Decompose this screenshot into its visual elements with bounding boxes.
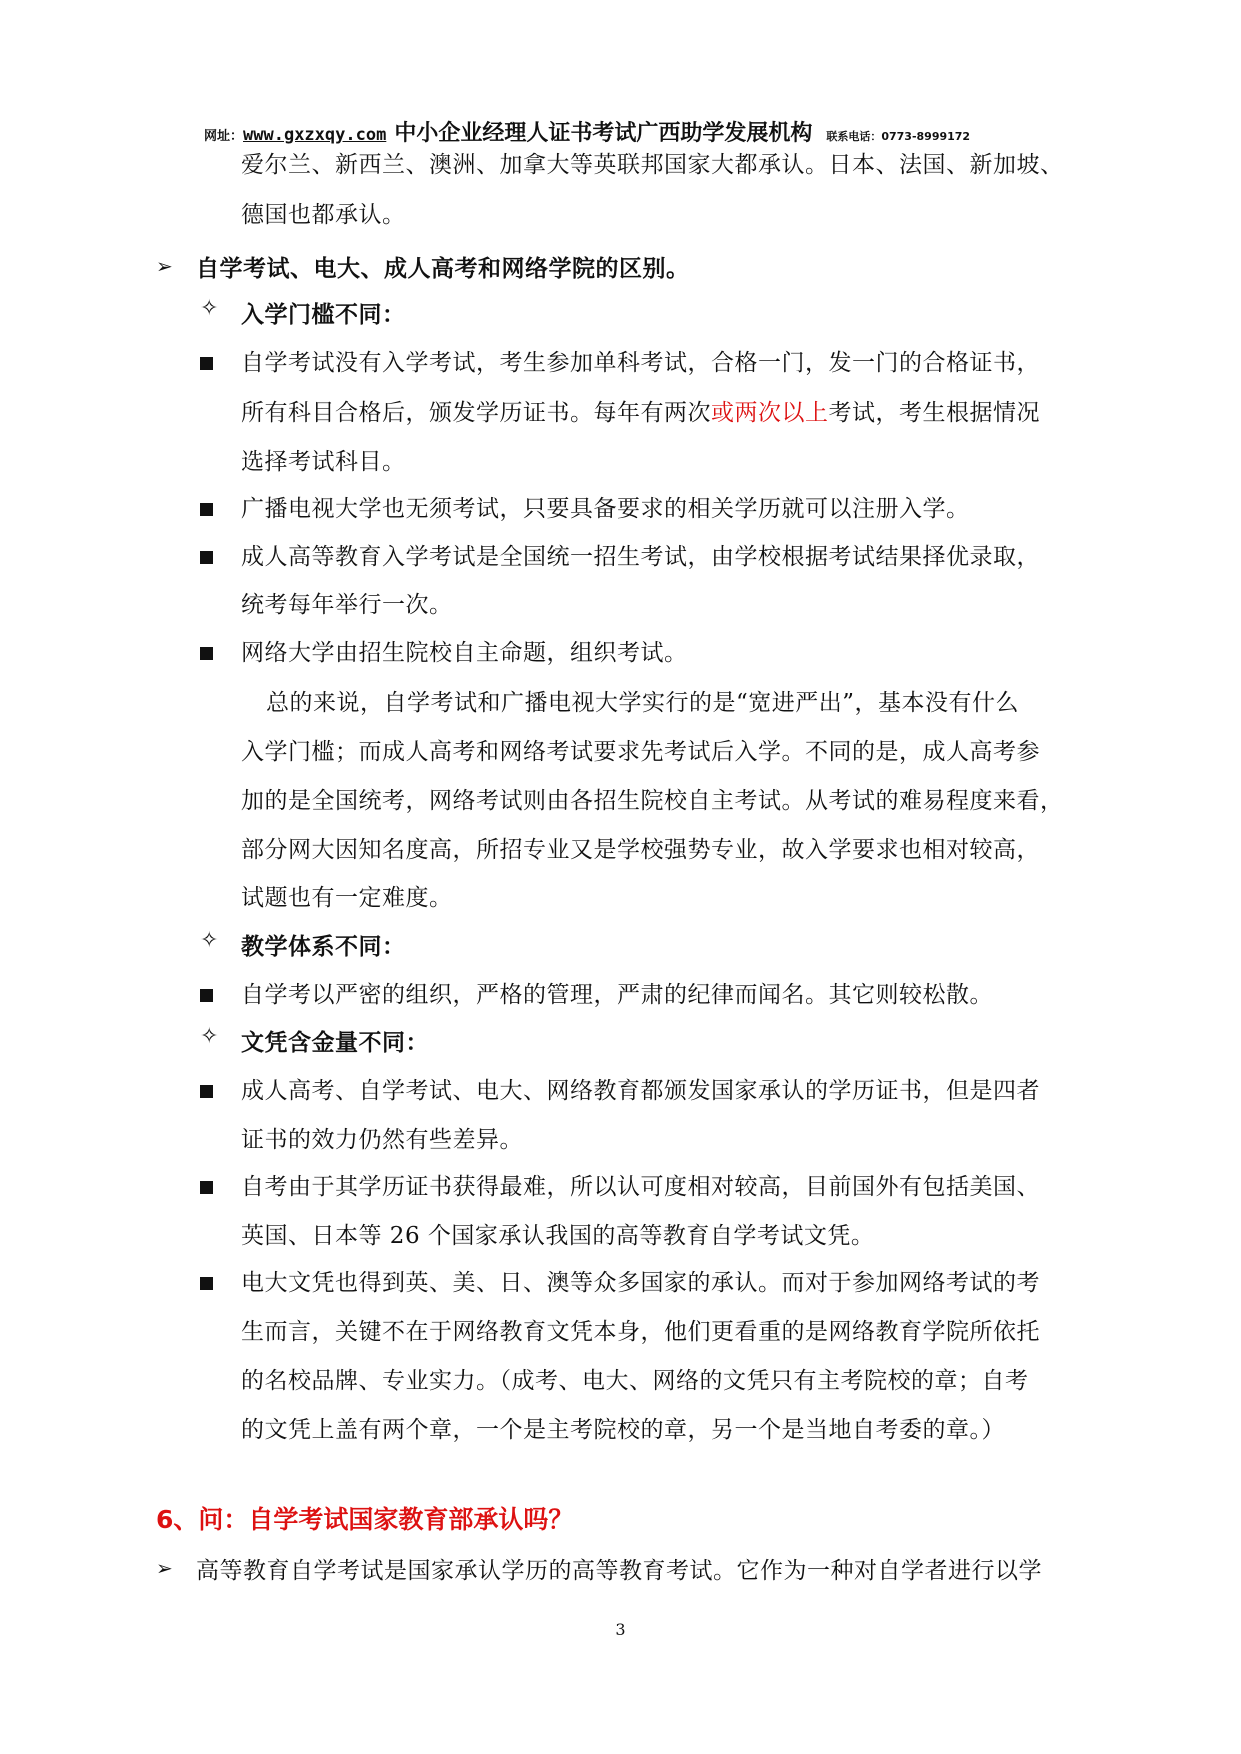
url-label: 网址： <box>204 129 244 144</box>
square-bullet-icon <box>200 503 213 516</box>
square-bullet-icon <box>200 1085 213 1098</box>
diamond-bullet-icon: ✧ <box>200 1024 219 1049</box>
list-item-line: 选择考试科目。 <box>241 449 406 475</box>
square-bullet-icon <box>200 989 213 1002</box>
page-header <box>204 116 970 147</box>
summary-line: 部分网大因知名度高，所招专业又是学校强势专业，故入学要求也相对较高， <box>241 837 1040 863</box>
summary-line: 入学门槛；而成人高考和网络考试要求先考试后入学。不同的是，成人高考参 <box>241 739 1040 765</box>
list-item-line: 广播电视大学也无须考试，只要具备要求的相关学历就可以注册入学。 <box>241 496 970 522</box>
list-item-line: 的文凭上盖有两个章，一个是主考院校的章，另一个是当地自考委的章。） <box>241 1417 1005 1443</box>
subsection-title-teaching: 教学体系不同： <box>241 933 406 960</box>
question-heading: 6、问：自学考试国家教育部承认吗？ <box>156 1505 574 1534</box>
list-item-line: 电大文凭也得到英、美、日、澳等众多国家的承认。而对于参加网络考试的考 <box>241 1270 1040 1296</box>
list-item-line: 自学考以严密的组织，严格的管理，严肃的纪律而闻名。其它则较松散。 <box>241 982 993 1008</box>
square-bullet-icon <box>200 647 213 660</box>
list-item-line: 自考由于其学历证书获得最难，所以认可度相对较高，目前国外有包括美国、 <box>241 1174 1040 1200</box>
list-item-line: 生而言，关键不在于网络教育文凭本身，他们更看重的是网络教育学院所依托 <box>241 1319 1040 1345</box>
highlighted-text: 或两次以上 <box>711 400 829 426</box>
diamond-bullet-icon: ✧ <box>200 296 219 321</box>
section-title: 自学考试、电大、成人高考和网络学院的区别。 <box>196 255 690 282</box>
list-item-line: 的名校品牌、专业实力。（成考、电大、网络的文凭只有主考院校的章；自考 <box>241 1368 1029 1394</box>
arrow-bullet-icon: ➢ <box>156 254 173 278</box>
page-number: 3 <box>615 1620 626 1639</box>
intro-line-2: 德国也都承认。 <box>241 202 406 228</box>
list-item-line: 网络大学由招生院校自主命题，组织考试。 <box>241 640 688 666</box>
list-item-line: 成人高等教育入学考试是全国统一招生考试，由学校根据考试结果择优录取， <box>241 544 1040 570</box>
list-item-line: 成人高考、自学考试、电大、网络教育都颁发国家承认的学历证书，但是四者 <box>241 1078 1040 1104</box>
phone-number: 联系电话：0773-8999172 <box>826 130 971 143</box>
square-bullet-icon <box>200 1181 213 1194</box>
list-item-line: 英国、日本等 26 个国家承认我国的高等教育自学考试文凭。 <box>241 1223 875 1249</box>
organization-name: 中小企业经理人证书考试广西助学发展机构 <box>394 121 813 146</box>
square-bullet-icon <box>200 551 213 564</box>
square-bullet-icon <box>200 1277 213 1290</box>
website-link[interactable]: www.gxzxqy.com <box>243 125 387 145</box>
summary-line: 试题也有一定难度。 <box>241 885 453 911</box>
subsection-title-diploma: 文凭含金量不同： <box>241 1029 429 1056</box>
answer-line: 高等教育自学考试是国家承认学历的高等教育考试。它作为一种对自学者进行以学 <box>196 1558 1042 1584</box>
summary-line: 总的来说，自学考试和广播电视大学实行的是“宽进严出”，基本没有什么 <box>266 690 1020 716</box>
summary-line: 加的是全国统考，网络考试则由各招生院校自主考试。从考试的难易程度来看， <box>241 788 1064 814</box>
intro-line-1: 爱尔兰、新西兰、澳洲、加拿大等英联邦国家大都承认。日本、法国、新加坡、 <box>241 152 1064 178</box>
list-item-line: 所有科目合格后，颁发学历证书。每年有两次或两次以上考试，考生根据情况 <box>241 400 1040 426</box>
list-item-line: 自学考试没有入学考试，考生参加单科考试，合格一门，发一门的合格证书， <box>241 350 1040 376</box>
list-item-line: 证书的效力仍然有些差异。 <box>241 1127 523 1153</box>
subsection-title-entry: 入学门槛不同： <box>241 301 406 328</box>
square-bullet-icon <box>200 357 213 370</box>
list-item-line: 统考每年举行一次。 <box>241 592 453 618</box>
diamond-bullet-icon: ✧ <box>200 928 219 953</box>
arrow-bullet-icon: ➢ <box>156 1556 173 1580</box>
